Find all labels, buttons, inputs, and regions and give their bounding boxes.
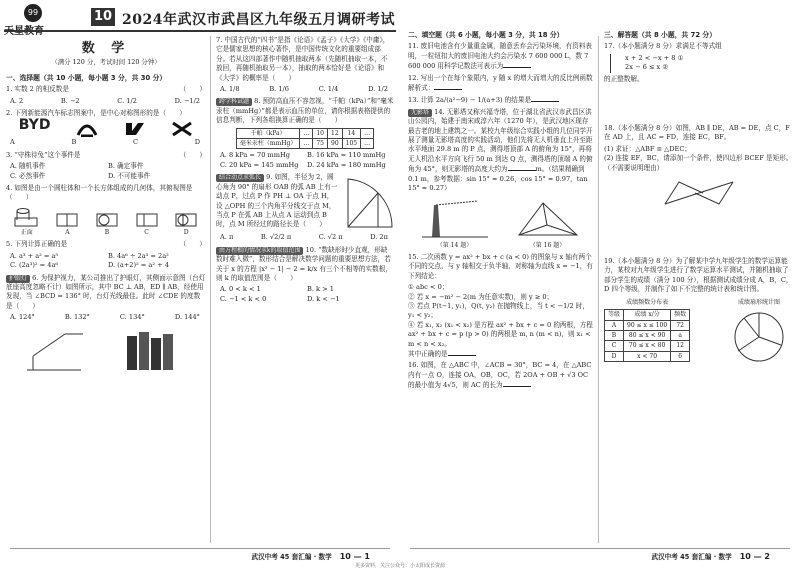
question-7: 7. 中国古代的“四书”是指《论语》《孟子》《大学》《中庸》，它是儒家思想的核心著作，是中国传统文化的重要组成部分。若从这四部著作中随机抽取两本（先随机抽取一本，不放回，再随机抽取另一本），抽取的两本恰好是《论语》和《大学》的概率是（ ）: [216, 36, 390, 82]
question-15-statement-2: ② 若 x = −m² − 2(m 为任意实数)，则 y ≥ 0；: [408, 292, 554, 301]
solid-figure: 正面: [14, 206, 40, 237]
question-8-options: A. 8 kPa = 70 mmHg B. 16 kPa = 110 mmHg C. 20 kPa = 145 mmHg D. 24 kPa = 180 mmHg: [220, 151, 386, 169]
option-a: A. 2: [10, 96, 24, 105]
question-8-tag: 跨学科试题: [216, 98, 252, 106]
pie-chart: [724, 307, 794, 363]
section-one-heading: 一、选择题（共 10 小题，每小题 3 分，共 30 分）: [6, 73, 167, 82]
question-2-labels: A B C D: [10, 138, 200, 147]
table-row: A 90 ≤ x ≤ 100 72: [605, 320, 690, 330]
car-logos: [6, 117, 206, 137]
sector-diagram: [342, 173, 394, 233]
left-column-2: [216, 36, 394, 547]
question-9-tag: 结合动点求弧长: [216, 174, 264, 182]
option-c-figure: C: [135, 212, 159, 237]
question-16: 16. 如图，在 △ABC 中，∠ACB = 30°，BC = 4，在 △ABC 内有一点 O，连接 OA，OB，OC，若 2OA + OB + √3 OC 的最小值为 4√5，则 AC 的长为: [408, 361, 592, 390]
question-6-options: A. 124° B. 132° C. 134° D. 144°: [10, 313, 200, 322]
question-18: 18.（本小题满分 8 分）如图，AB ∥ DE，AB = DE，点 C，F 在 AD 上，且 AC = FD，连接 EC，BF。: [604, 124, 790, 142]
logo-li: [124, 121, 146, 137]
option-d-figure: D: [174, 212, 198, 237]
table-row: 毫米汞柱（mmHg） … 75 90 105 …: [236, 139, 373, 149]
table-row: 千帕（kPa） … 10 12 14 …: [236, 128, 373, 138]
option-c: C. 1/2: [117, 96, 137, 105]
subject-title: 数 学: [81, 41, 131, 56]
question-15-statement-1: ① abc < 0；: [408, 283, 449, 292]
logo-xpeng: [171, 121, 193, 137]
right-page-number: 10 — 2: [739, 551, 770, 561]
question-18-part-2: (2) 连接 EF，BC，请添加一个条件，使四边形 BCEF 是矩形。（不需要说明理由）: [604, 154, 793, 172]
brand-name: 天星教育: [4, 26, 44, 37]
question-8: 跨学科试题 8. 预防高血压不容忽视，“千帕（kPa）”和“毫米汞柱（mmHg）”都是表示血压的单位，请你根据表格提供的信息判断，下列各组换算正确的是（ ）: [216, 97, 394, 125]
question-6-tag: 护眼灯: [6, 275, 30, 283]
question-19: 19.（本小题满分 8 分）为了解某中学九年级学生的数学运算能力，某校对九年级学生进行了数学运算水平测试，并随机抽取了部分学生的成绩（满分 100 分），根据测试成绩分成 A，B，C，D 四个等级，并制作了如下不完整的统计表和统计图。: [604, 257, 793, 294]
brand-badge: 99: [24, 4, 42, 22]
column-divider: [210, 36, 211, 543]
question-9-block: [216, 173, 394, 233]
question-5: 5. 下列计算正确的是 （ ）: [6, 240, 206, 249]
chart-title: 成绩扇形统计图: [737, 298, 780, 306]
question-3: 3. “守株待兔”这个事件是 （ ）: [6, 150, 206, 159]
question-15-tail: 其中正确的是: [408, 349, 594, 359]
frequency-table: [604, 309, 690, 362]
option-d: D. −1/2: [174, 96, 200, 105]
title-rule: [4, 30, 396, 32]
question-14-tag: 无影塔: [408, 109, 432, 117]
question-11: 11. 废旧电池含有少量重金属，随意丢弃会污染环境，有资料表明，一粒纽扣大的废旧电池大约会污染水 7 600 000 L，数 7 600 000 用科学记数法可表示为: [408, 42, 593, 71]
right-column-2: [604, 28, 794, 547]
paper-number: 10: [91, 8, 115, 26]
question-9: 结合动点求弧长 9. 如图，半径为 2，圆心角为 90° 的扇形 OAB 的弧 AB 上有一动点 P，过点 P 作 PH ⊥ OA 于点 H，设 △OPH 的三个内角平分线交于点 M，当点 P 在弧 AB 上从点 A 运动到点 B 时，点 M 所经过的路径长是（ ）: [216, 173, 338, 229]
figure-6-7: [6, 326, 206, 374]
table-row: C 70 ≤ x < 80 12: [605, 341, 690, 351]
option-a-figure: A: [55, 212, 79, 237]
question-4-figures: [6, 206, 206, 237]
question-5-options: A. a³ + a² = a⁵ B. 4a⁶ ÷ 2a³ = 2a² C. (2a³)² = 4a⁶ D. (a+2)² = a² + 4: [10, 251, 169, 270]
question-15: 15. 二次函数 y = ax² + bx + c (a < 0) 的图象与 x 轴有两个不同的交点，与 y 轴相交于负半轴，对称轴为直线 x = −1，有下列结论：: [408, 252, 593, 280]
question-17: 17.（本小题满分 8 分）求满足不等式组 x + 2 < −x + 8 ① 2x − 6 ≤ x ② 的正整数解。: [604, 42, 794, 84]
question-3-options: A. 随机事件 B. 确定事件 C. 必然事件 D. 不可能事件: [10, 162, 151, 180]
table-title: 成绩频数分布表: [626, 298, 669, 306]
question-1-options: [6, 97, 206, 106]
question-15-statement-4: ④ 若 x₁, x₂ (x₁ < x₂) 是方程 ax² + bx + c = 0 的两根，方程 ax² + bx + c = p (p > 0) 的两根是 m, n (m < n)，则 x₁ < m < n < x₂。: [408, 320, 593, 348]
table-row: B 80 ≤ x < 90 a: [605, 330, 690, 340]
table-row: 等级 成绩 x/分 频数: [605, 310, 690, 320]
exam-title: 2024年武汉市武昌区九年级五月调研考试: [122, 12, 395, 28]
question-14: 无影塔 14. 无影塔又称兴福寺塔，位于湖北省武汉市武昌区洪山公园内，始建于南宋咸淳六年（1270 年），是武汉地区现存最古老的地上建筑之一。某校九年级综合实践小组的几位同学开展了测量无影塔高度的实践活动，他们先将无人机垂直上升至距水平地面 29.8 m 的 P 点，测得塔顶部 A 的俯角为 15°，再将无人机沿水平方向飞行 50 m 到达 Q 点，测得塔的顶端 A 的俯角为 45°，则无影塔的高度大约为 m。（结果精确到 0.1 m，参考数据：sin 15° ≈ 0.26，cos 15° ≈ 0.97，tan 15° ≈ 0.27）: [408, 107, 593, 193]
books-picture: [121, 326, 191, 374]
question-10: 由方程根的情况求k的取值范围 10. “数缺形时少直观，形缺数时难入微”，数形结合是解决数学问题的重要思想方法，若关于 x 的方程 |x² − 1| − 2 = k/x 有三个不相等的实数根，则 k 的取值范围是（ ）: [216, 245, 392, 282]
bottom-note: 更多资料，关注公众号：小太阳成长资源: [354, 563, 445, 569]
exam-note: （满分 120 分，考试时间 120 分钟）: [51, 58, 161, 67]
option-b: B. −2: [60, 96, 80, 105]
question-10-options: A. 0 < k < 1 B. k > 1 C. −1 < k < 0 D. k < −1: [220, 285, 340, 303]
parallelogram-diagram: [659, 176, 739, 210]
question-15-statement-3: ③ 若点 P(t−1, y₁)，Q(t, y₂) 在抛物线上，当 t < −1/2 时，y₁ < y₂；: [408, 301, 589, 320]
question-6: 护眼灯 6. 为保护视力，某公司推出了护眼灯，其侧面示意图（台灯底座高度忽略不计）如图所示，其中 BC ⊥ AB，ED ∥ AB，经使用发现，当 ∠BCD = 136° 时，台灯光线最佳。此时 ∠CDE 的度数是（ ）: [6, 273, 206, 310]
section-three-heading: 三、解答题（共 8 小题，共 72 分）: [604, 31, 717, 39]
left-column-1: [6, 36, 206, 547]
inequality-system: x + 2 < −x + 8 ① 2x − 6 ≤ x ②: [610, 54, 794, 73]
question-2: 2. 下列新能源汽车标志图案中，是中心对称图形的是（ ）: [6, 109, 186, 118]
left-page-number: 10 — 1: [339, 551, 370, 561]
question-12: 12. 写出一个在每个象限内，y 随 x 的增大而增大的反比例函数解析式：: [408, 73, 593, 93]
logo-nio: [76, 121, 98, 137]
question-10-tag: 由方程根的情况求k的取值范围: [216, 247, 303, 255]
logo-byd: BYD: [18, 117, 51, 134]
right-footer: 武汉中考 45 套汇编 · 数学 10 — 2: [651, 551, 770, 561]
question-18-part-1: (1) 求证：△ABF ≌ △DEC；: [604, 144, 691, 153]
table-row: D x < 70 6: [605, 351, 690, 361]
left-footer: 武汉中考 45 套汇编 · 数学 10 — 1: [251, 551, 370, 561]
question-4: 4. 如图是由一个圆柱体和一个长方体组成的几何体，其俯视图是（ ）: [6, 184, 193, 202]
pagoda-diagram: [420, 197, 490, 241]
question-9-options: A. π B. √2/2 π C. √2 π D. 2π: [220, 233, 388, 242]
figure-14-16: （第 14 题） （第 16 题）: [408, 197, 594, 250]
question-19-figures: [604, 298, 794, 364]
question-1: 1. 实数 2 的相反数是 （ ）: [6, 85, 206, 94]
triangle-diagram: [513, 197, 583, 241]
pressure-table: [236, 128, 374, 150]
right-column-1: [408, 28, 594, 547]
column-divider: [598, 36, 599, 543]
lamp-diagram: [21, 326, 91, 374]
right-page: [400, 0, 800, 569]
question-7-options: A. 1/8 B. 1/6 C. 1/4 D. 1/2: [220, 85, 388, 94]
option-b-figure: B: [95, 212, 119, 237]
section-two-heading: 二、填空题（共 6 小题，每小题 3 分，共 18 分）: [408, 31, 564, 39]
question-13: 13. 计算 2a/(a²−9) − 1/(a+3) 的结果是: [408, 95, 594, 105]
